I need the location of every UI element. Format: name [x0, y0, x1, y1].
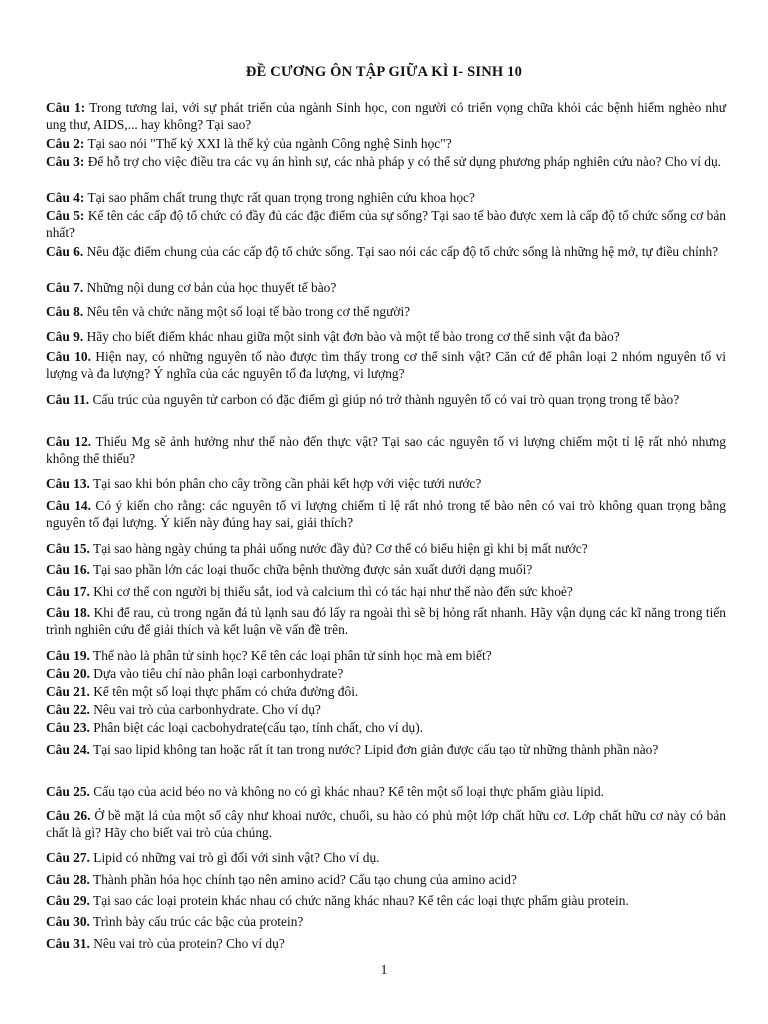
question-text: Tại sao lipid không tan hoặc rất ít tan trong nước? Lipid đơn giản được cấu tạo từ những thành phần nào?: [93, 742, 659, 757]
page-number: 1: [380, 962, 388, 977]
question-22: [46, 702, 726, 719]
question-text: Khi cơ thể con người bị thiếu sắt, iod và calcium thì có tác hại như thế nào đến sức khoẻ?: [93, 584, 573, 599]
question-text: Dựa vào tiêu chí nào phân loại carbonhydrate?: [93, 666, 344, 681]
question-text: Thiếu Mg sẽ ảnh hưởng như thế nào đến thực vật? Tại sao các nguyên tố vi lượng chiếm một tỉ lệ rất nhỏ nhưng không thể thiếu?: [46, 434, 727, 466]
question-27: [46, 850, 726, 867]
question-label: Câu 17.: [46, 584, 90, 599]
question-label: Câu 22.: [46, 702, 90, 717]
question-text: Lipid có những vai trò gì đối với sinh vật? Cho ví dụ.: [93, 850, 380, 865]
question-label: Câu 25.: [46, 784, 90, 799]
question-text: Khi để rau, củ trong ngăn đá tủ lạnh sau đó lấy ra ngoài thì sẽ bị hỏng rất nhanh. Hãy vận dụng các kĩ năng trong tiến trình nghiên cứu để giải thích và kết luận về vấn đề trên.: [46, 605, 726, 637]
question-12: [46, 434, 726, 467]
question-label: Câu 23.: [46, 720, 90, 735]
question-label: Câu 7.: [46, 280, 84, 295]
question-text: Thế nào là phân tử sinh học? Kể tên các loại phân tử sinh học mà em biết?: [93, 648, 492, 663]
question-text: Nêu vai trò của carbonhydrate. Cho ví dụ?: [93, 702, 321, 717]
question-29: [46, 893, 726, 910]
question-label: Câu 1:: [46, 100, 86, 115]
question-label: Câu 20.: [46, 666, 90, 681]
question-23: [46, 720, 726, 737]
question-text: Tại sao nói "Thế kỷ XXI là thế kỷ của ngành Công nghệ Sinh học"?: [87, 136, 452, 151]
question-label: Câu 12.: [46, 434, 92, 449]
question-label: Câu 16.: [46, 562, 90, 577]
question-text: Những nội dung cơ bản của học thuyết tế bào?: [86, 280, 337, 295]
question-31: [46, 936, 726, 953]
question-text: Hiện nay, có những nguyên tố nào được tìm thấy trong cơ thể sinh vật? Căn cứ để phân loại 2 nhóm nguyên tố vi lượng và đa lượng? Ý nghĩa của các nguyên tố đa lượng, vi lượng?: [46, 349, 726, 381]
question-label: Câu 29.: [46, 893, 90, 908]
question-17: [46, 584, 726, 601]
question-10: [46, 349, 726, 382]
question-label: Câu 2:: [46, 136, 85, 151]
question-label: Câu 3:: [46, 154, 85, 169]
question-label: Câu 11.: [46, 392, 90, 407]
question-text: Hãy cho biết điểm khác nhau giữa một sinh vật đơn bào và một tế bào trong cơ thể sinh vật đa bào?: [86, 329, 620, 344]
question-label: Câu 6.: [46, 244, 84, 259]
question-text: Nêu đặc điểm chung của các cấp độ tổ chức sống. Tại sao nói các cấp độ tổ chức sống là những hệ mở, tự điều chỉnh?: [86, 244, 719, 259]
question-16: [46, 562, 726, 579]
question-label: Câu 4:: [46, 190, 85, 205]
question-label: Câu 8.: [46, 304, 84, 319]
question-3: [46, 154, 726, 171]
question-28: [46, 872, 726, 889]
question-label: Câu 14.: [46, 498, 91, 513]
question-label: Câu 19.: [46, 648, 90, 663]
question-30: [46, 914, 726, 931]
question-11: [46, 392, 726, 409]
question-2: [46, 136, 726, 153]
question-text: Trình bày cấu trúc các bậc của protein?: [93, 914, 304, 929]
question-label: Câu 26.: [46, 808, 91, 823]
question-label: Câu 15.: [46, 541, 90, 556]
question-label: Câu 27.: [46, 850, 90, 865]
question-label: Câu 30.: [46, 914, 90, 929]
question-14: [46, 498, 726, 531]
question-18: [46, 605, 726, 638]
question-label: Câu 21.: [46, 684, 90, 699]
document-title: ĐỀ CƯƠNG ÔN TẬP GIỮA KÌ I- SINH 10: [245, 64, 523, 80]
question-6: [46, 244, 726, 261]
question-text: Kể tên các cấp độ tổ chức có đầy đủ các đặc điểm của sự sống? Tại sao tế bào được xem là cấp độ tổ chức sống cơ bản nhất?: [46, 208, 726, 240]
question-text: Tại sao các loại protein khác nhau có chức năng khác nhau? Kể tên các loại thực phẩm giàu protein.: [93, 893, 629, 908]
question-7: [46, 280, 726, 297]
question-5: [46, 208, 726, 241]
question-text: Nêu tên và chức năng một số loại tế bào trong cơ thể người?: [86, 304, 411, 319]
question-text: Trong tương lai, với sự phát triển của ngành Sinh học, con người có triển vọng chữa khỏi các bệnh hiểm nghèo như ung thư, AIDS,... hay không? Tại sao?: [46, 100, 726, 132]
question-15: [46, 541, 726, 558]
question-text: Ở bề mặt lá của một số cây như khoai nước, chuối, su hào có phủ một lớp chất hữu cơ. Lớp chất hữu cơ này có bản chất là gì? Hãy cho biết vai trò của chúng.: [46, 808, 726, 840]
question-label: Câu 9.: [46, 329, 84, 344]
question-24: [46, 742, 726, 759]
question-19: [46, 648, 726, 665]
question-4: [46, 190, 726, 207]
question-text: Nêu vai trò của protein? Cho ví dụ?: [93, 936, 285, 951]
question-text: Cấu tạo của acid béo no và không no có gì khác nhau? Kể tên một số loại thực phẩm giàu lipid.: [93, 784, 605, 799]
question-8: [46, 304, 726, 321]
question-text: Có ý kiến cho rằng: các nguyên tố vi lượng chiếm tỉ lệ rất nhỏ trong tế bào nên có vai trò không quan trọng bằng nguyên tố đại lượng. Ý kiến này đúng hay sai, giải thích?: [46, 498, 726, 530]
question-1: [46, 100, 726, 133]
question-text: Cấu trúc của nguyên tử carbon có đặc điểm gì giúp nó trở thành nguyên tố có vai trò quan trọng trong tế bào?: [92, 392, 680, 407]
question-21: [46, 684, 726, 701]
question-20: [46, 666, 726, 683]
question-label: Câu 24.: [46, 742, 90, 757]
question-text: Để hỗ trợ cho việc điều tra các vụ án hình sự, các nhà pháp y có thể sử dụng phương pháp nghiên cứu nào? Cho ví dụ.: [87, 154, 722, 169]
question-13: [46, 476, 726, 493]
question-text: Phân biệt các loại cacbohydrate(cấu tạo, tính chất, cho ví dụ).: [93, 720, 424, 735]
question-26: [46, 808, 726, 841]
question-label: Câu 10.: [46, 349, 91, 364]
question-label: Câu 18.: [46, 605, 91, 620]
question-label: Câu 13.: [46, 476, 90, 491]
question-label: Câu 5:: [46, 208, 85, 223]
question-label: Câu 28.: [46, 872, 90, 887]
question-text: Tại sao phẩm chất trung thực rất quan trọng trong nghiên cứu khoa học?: [87, 190, 475, 205]
question-text: Thành phần hóa học chính tạo nên amino acid? Cấu tạo chung của amino acid?: [93, 872, 517, 887]
question-text: Kể tên một số loại thực phẩm có chứa đường đôi.: [93, 684, 359, 699]
question-label: Câu 31.: [46, 936, 90, 951]
question-text: Tại sao khi bón phân cho cây trồng cần phải kết hợp với việc tưới nước?: [93, 476, 482, 491]
question-25: [46, 784, 726, 801]
question-9: [46, 329, 726, 346]
question-text: Tại sao hàng ngày chúng ta phải uống nước đầy đủ? Cơ thể có biểu hiện gì khi bị mất nước?: [93, 541, 588, 556]
question-text: Tại sao phần lớn các loại thuốc chữa bệnh thường được sản xuất dưới dạng muối?: [93, 562, 533, 577]
